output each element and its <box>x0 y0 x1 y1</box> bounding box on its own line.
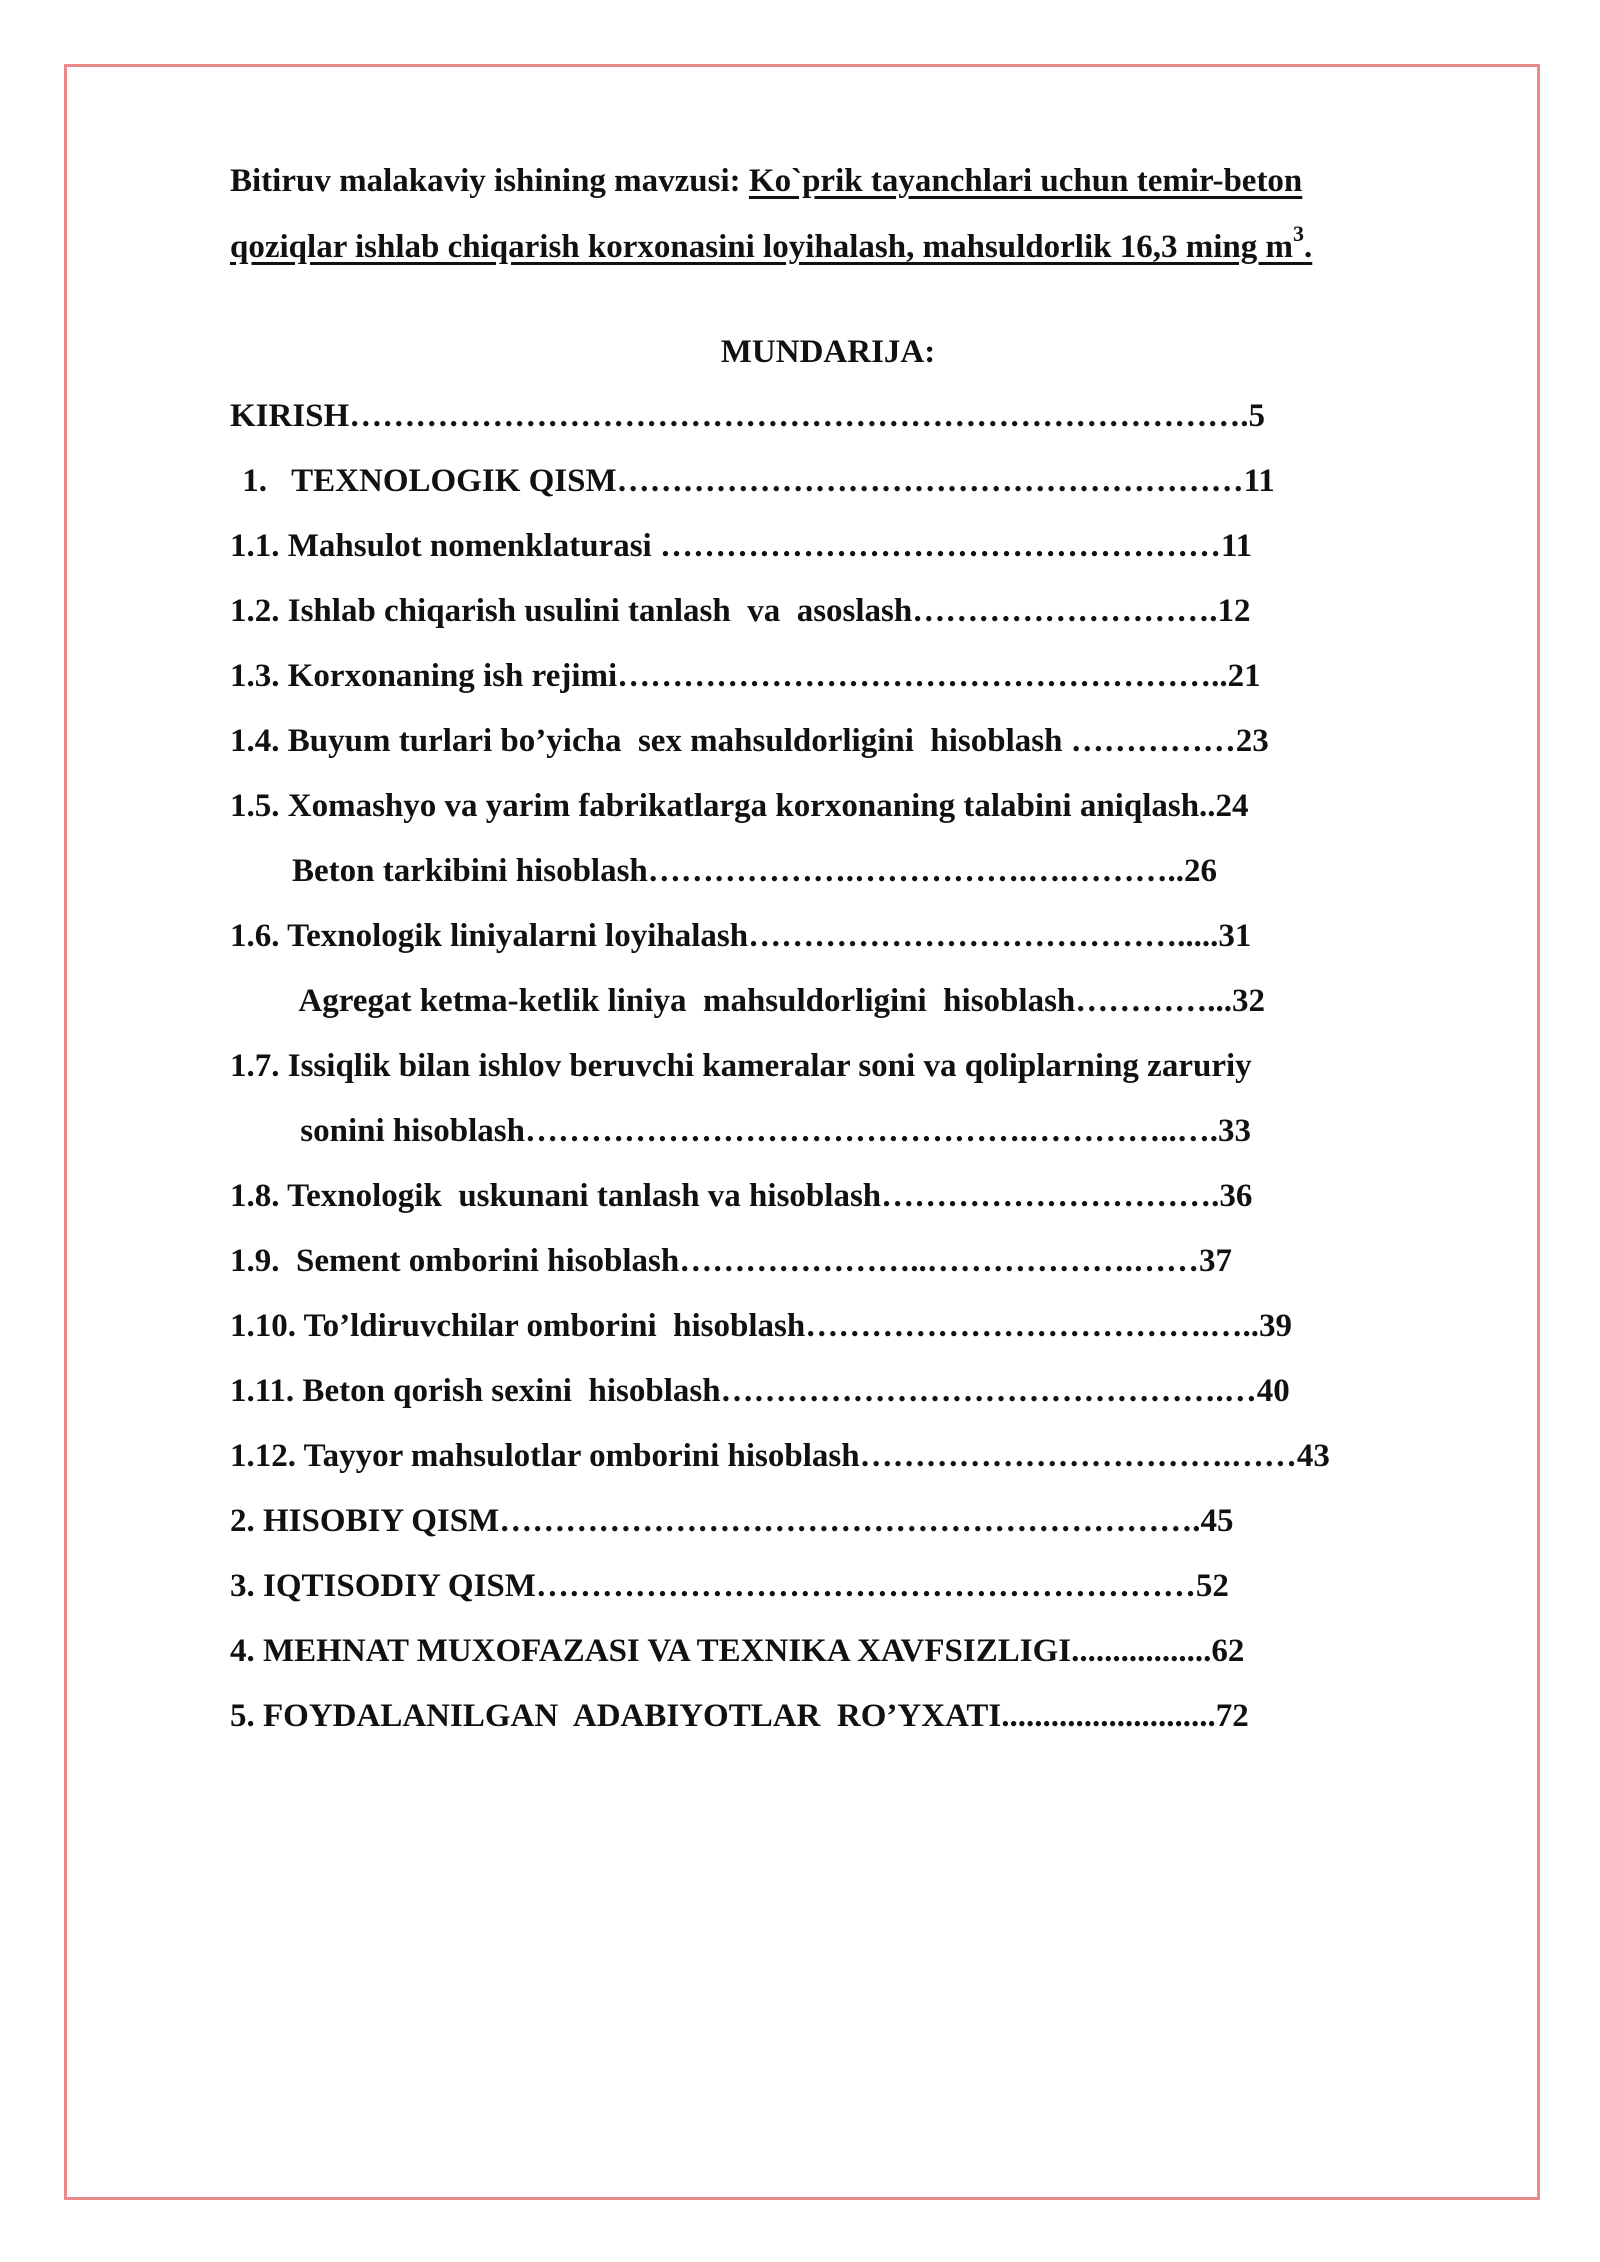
topic-title-line2: qoziqlar ishlab chiqarish korxonasini loyihalash, mahsuldorlik 16,3 ming $m^3$. <box>230 221 1313 265</box>
toc-entry: 1.8. Texnologik uskunani tanlash va hisoblash………………………….36 <box>230 1178 1253 1214</box>
toc-entry: 2. HISOBIY QISM……………………………………………………….45 <box>230 1503 1234 1539</box>
toc-entry: 1.10. To’ldiruvchilar omborini hisoblash……………………………….…..39 <box>230 1308 1292 1344</box>
table-of-contents <box>230 394 1500 1759</box>
toc-entry: sonini hisoblash……………………………………….…………..….33 <box>292 1113 1251 1149</box>
toc-entry: 5. FOYDALANILGAN ADABIYOTLAR RO’YXATI..........................72 <box>230 1698 1249 1734</box>
toc-entry: 1.4. Buyum turlari bo’yicha sex mahsuldorligini hisoblash ……………23 <box>230 723 1269 759</box>
toc-entry: 3. IQTISODIY QISM……………………………………………………52 <box>230 1568 1229 1604</box>
toc-entry: 1.9. Sement omborini hisoblash…………………..……………….……37 <box>230 1243 1232 1279</box>
topic-prefix: Bitiruv malakaviy ishining mavzusi: <box>230 163 749 199</box>
toc-entry: 1.1. Mahsulot nomenklaturasi ……………………………………………11 <box>230 528 1253 564</box>
toc-title: MUNDARIJA: <box>720 334 936 370</box>
toc-entry: 1.2. Ishlab chiqarish usulini tanlash va asoslash……………………….12 <box>230 593 1251 629</box>
toc-entry: Beton tarkibini hisoblash……………….…………….….………..26 <box>292 853 1218 889</box>
toc-entry: 1.3. Korxonaning ish rejimi………………………………………………..21 <box>230 658 1261 694</box>
toc-entry: KIRISH……………………………………………………………………….5 <box>230 398 1265 434</box>
toc-entry: 1.11. Beton qorish sexini hisoblash……………………………………….…40 <box>230 1373 1290 1409</box>
topic-title-line1: Ko`prik tayanchlari uchun temir-beton <box>748 163 1303 199</box>
toc-entry: 1.7. Issiqlik bilan ishlov beruvchi kameralar soni va qoliplarning zaruriy <box>230 1048 1252 1084</box>
toc-entry: 1.12. Tayyor mahsulotlar omborini hisoblash…………………………….……43 <box>230 1438 1330 1474</box>
toc-entry: 1.6. Texnologik liniyalarni loyihalash………………………………….....31 <box>230 918 1252 954</box>
toc-entry: 4. MEHNAT MUXOFAZASI VA TEXNIKA XAVFSIZLIGI.................62 <box>230 1633 1245 1669</box>
toc-entry: 1.5. Xomashyo va yarim fabrikatlarga korxonaning talabini aniqlash..24 <box>230 788 1249 824</box>
toc-entry: Agregat ketma-ketlik liniya mahsuldorligini hisoblash…………...32 <box>292 983 1266 1019</box>
toc-entry: 1. TEXNOLOGIK QISM…………………………………………………11 <box>234 463 1275 499</box>
superscript: 3 <box>1293 221 1304 246</box>
thesis-topic <box>230 148 1500 280</box>
